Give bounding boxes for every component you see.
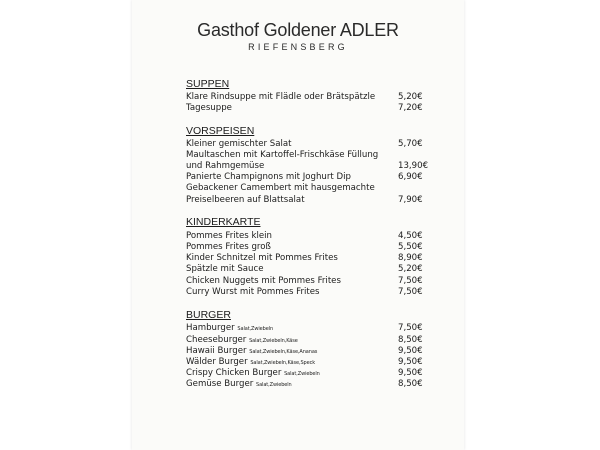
item-price: 8,50€ <box>398 379 423 389</box>
menu-item <box>186 357 432 368</box>
item-name: Panierte Champignons mit Joghurt Dip <box>186 172 351 182</box>
menu-item <box>186 195 432 206</box>
item-price: 13,90€ <box>398 161 429 171</box>
item-name: Maultaschen mit Kartoffel-Frischkäse Füllung <box>186 150 379 160</box>
item-price: 5,20€ <box>398 92 423 102</box>
item-price: 6,90€ <box>398 172 423 182</box>
menu-item <box>186 242 432 253</box>
menu-item <box>186 287 432 298</box>
item-name: Klare Rindsuppe mit Flädle oder Brätspätzle <box>186 92 376 102</box>
item-name: Spätzle mit Sauce <box>186 264 264 274</box>
item-name: Hamburger <box>186 323 235 333</box>
item-price: 5,50€ <box>398 242 423 252</box>
menu-item <box>186 264 432 275</box>
menu-item <box>186 368 432 379</box>
section-title-vorspeisen: VORSPEISEN <box>186 125 255 137</box>
item-ingredients: Salat,Zwiebeln,Käse <box>249 338 298 344</box>
item-price: 7,50€ <box>398 287 423 297</box>
item-name-wrap <box>186 323 273 335</box>
item-name: Kinder Schnitzel mit Pommes Frites <box>186 253 338 263</box>
menu-item <box>186 161 432 172</box>
menu-item <box>186 379 432 390</box>
section-title-kinderkarte: KINDERKARTE <box>186 216 261 228</box>
menu-item <box>186 172 432 183</box>
item-name-continued: und Rahmgemüse <box>186 161 265 171</box>
menu-item-line <box>186 150 432 161</box>
menu-item-line <box>186 183 432 194</box>
item-price: 5,70€ <box>398 139 423 149</box>
item-ingredients: Salat,Zwiebeln <box>256 382 292 388</box>
item-ingredients: Salat,Zwiebeln,Käse,Ananas <box>249 349 318 355</box>
item-price: 9,50€ <box>398 357 423 367</box>
item-price: 5,20€ <box>398 264 423 274</box>
menu-item <box>186 276 432 287</box>
item-name: Gemüse Burger <box>186 379 254 389</box>
item-price: 8,50€ <box>398 335 423 345</box>
item-price: 7,50€ <box>398 276 423 286</box>
restaurant-location: RIEFENSBERG <box>248 42 348 52</box>
menu-item <box>186 253 432 264</box>
menu-item <box>186 92 432 103</box>
item-ingredients: Salat,Zwiebeln <box>237 326 274 332</box>
item-name-wrap <box>186 379 292 391</box>
item-price: 7,50€ <box>398 323 423 333</box>
menu-page <box>132 0 464 450</box>
menu-item <box>186 231 432 242</box>
item-name: Tagesuppe <box>186 103 232 113</box>
item-ingredients: Salat,Zwiebeln <box>284 371 320 377</box>
item-price: 9,50€ <box>398 346 423 356</box>
item-name: Pommes Frites groß <box>186 242 271 252</box>
menu-item <box>186 346 432 357</box>
menu-item <box>186 103 432 114</box>
menu-item <box>186 139 432 150</box>
item-price: 9,50€ <box>398 368 423 378</box>
item-name-continued: Preiselbeeren auf Blattsalat <box>186 195 305 205</box>
item-name: Kleiner gemischter Salat <box>186 139 292 149</box>
menu-item <box>186 323 432 334</box>
item-name: Wälder Burger <box>186 357 248 367</box>
item-name: Crispy Chicken Burger <box>186 368 282 378</box>
item-name: Pommes Frites klein <box>186 231 272 241</box>
item-name: Cheeseburger <box>186 335 247 345</box>
section-title-suppen: SUPPEN <box>186 78 230 90</box>
section-title-burger: BURGER <box>186 309 231 321</box>
restaurant-title: Gasthof Goldener ADLER <box>197 20 399 40</box>
menu-item <box>186 335 432 346</box>
item-price: 4,50€ <box>398 231 423 241</box>
item-price: 7,90€ <box>398 195 423 205</box>
item-name: Gebackener Camembert mit hausgemachte <box>186 183 375 193</box>
item-price: 8,90€ <box>398 253 423 263</box>
item-price: 7,20€ <box>398 103 423 113</box>
item-name: Hawaii Burger <box>186 346 247 356</box>
item-name: Curry Wurst mit Pommes Frites <box>186 287 320 297</box>
item-ingredients: Salat,Zwiebeln,Käse,Speck <box>250 360 316 366</box>
item-name: Chicken Nuggets mit Pommes Frites <box>186 276 341 286</box>
